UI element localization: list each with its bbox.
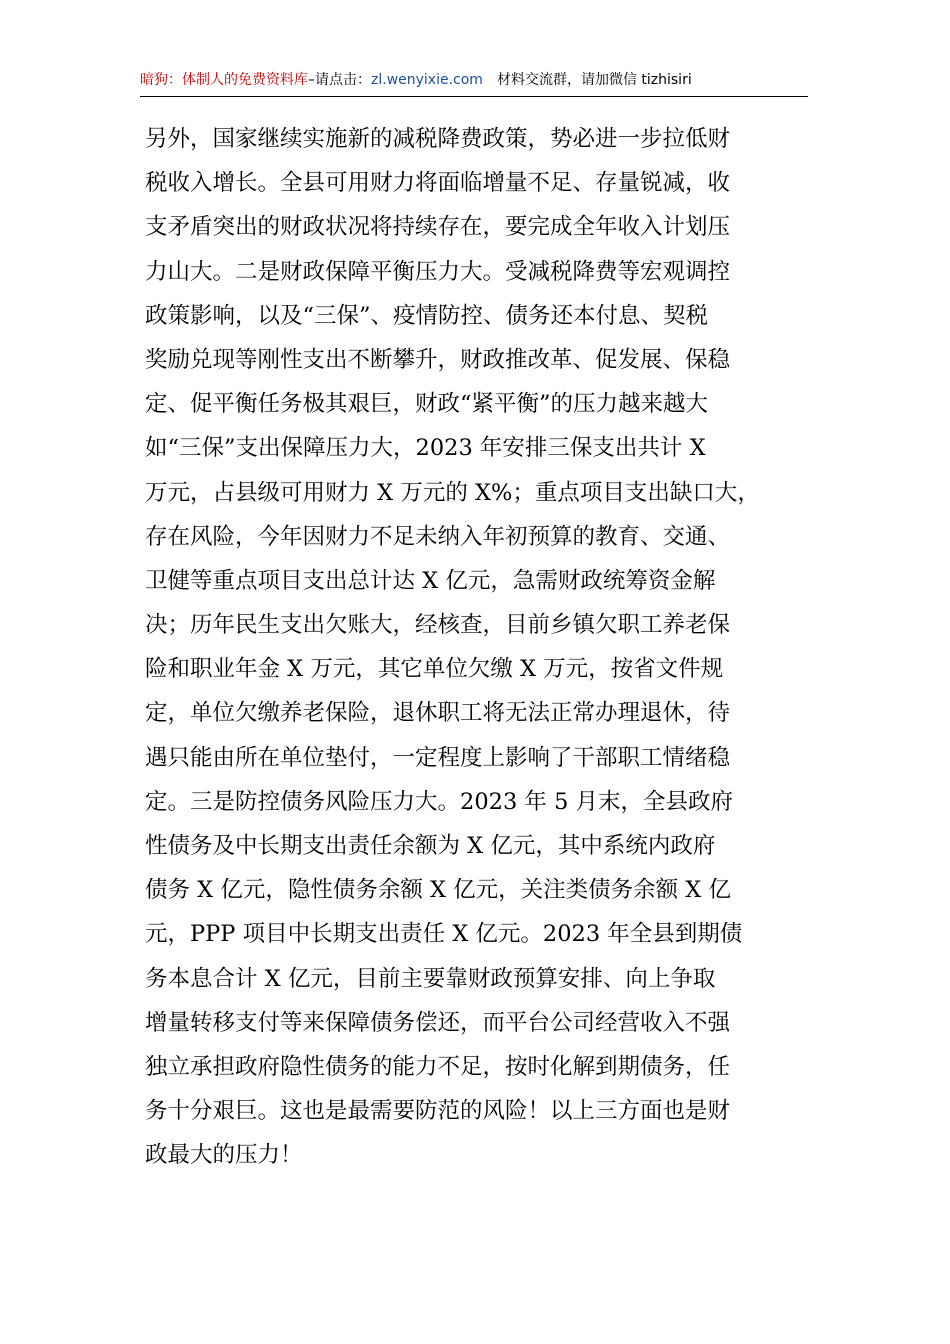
paragraph-line: 性债务及中长期支出责任余额为 X 亿元，其中系统内政府 xyxy=(145,833,716,859)
paragraph-line: 定。三是防控债务风险压力大。2023 年 5 月末，全县政府 xyxy=(145,788,734,815)
paragraph-line: 税收入增长。全县可用财力将面临增量不足、存量锐减，收 xyxy=(145,170,731,197)
paragraph-line: 决；历年民生支出欠账大，经核查，目前乡镇欠职工养老保 xyxy=(145,612,731,639)
header-separator: –请点击： xyxy=(308,72,371,88)
paragraph-line: 卫健等重点项目支出总计达 X 亿元，急需财政统筹资金解 xyxy=(145,567,716,594)
paragraph-line: 如“三保”支出保障压力大，2023 年安排三保支出共计 X xyxy=(145,435,706,462)
paragraph-line: 定，单位欠缴养老保险，退休职工将无法正常办理退休，待 xyxy=(145,700,731,727)
paragraph-line: 险和职业年金 X 万元，其它单位欠缴 X 万元，按省文件规 xyxy=(145,656,724,683)
header-link[interactable]: zl.wenyixie.com xyxy=(371,72,483,88)
paragraph-line: 万元，占县级可用财力 X 万元的 X%；重点项目支出缺口大， xyxy=(145,479,760,506)
paragraph-line: 增量转移支付等来保障债务偿还，而平台公司经营收入不强 xyxy=(145,1009,731,1036)
paragraph-line: 务十分艰巨。这也是最需要防范的风险！以上三方面也是财 xyxy=(145,1098,731,1125)
paragraph-line: 定、促平衡任务极其艰巨，财政“紧平衡”的压力越来越大 xyxy=(145,391,709,418)
paragraph-line: 奖励兑现等刚性支出不断攀升，财政推改革、促发展、保稳 xyxy=(145,346,731,373)
paragraph-line: 元，PPP 项目中长期支出责任 X 亿元。2023 年全县到期债 xyxy=(145,921,743,948)
page-header xyxy=(140,68,808,97)
paragraph-line: 债务 X 亿元，隐性债务余额 X 亿元，关注类债务余额 X 亿 xyxy=(145,877,731,904)
paragraph-line: 支矛盾突出的财政状况将持续存在，要完成全年收入计划压 xyxy=(145,214,731,241)
paragraph-line: 力山大。二是财政保障平衡压力大。受减税降费等宏观调控 xyxy=(145,258,731,285)
paragraph-line: 独立承担政府隐性债务的能力不足，按时化解到期债务，任 xyxy=(145,1053,731,1080)
document-body xyxy=(145,117,817,1178)
paragraph-line: 务本息合计 X 亿元，目前主要靠财政预算安排、向上争取 xyxy=(145,965,716,992)
paragraph-line: 另外，国家继续实施新的减税降费政策，势必进一步拉低财 xyxy=(145,126,731,152)
header-contact: 材料交流群，请加微信 tizhisiri xyxy=(496,72,692,88)
paragraph-line: 存在风险，今年因财力不足未纳入年初预算的教育、交通、 xyxy=(145,523,731,550)
paragraph-line: 遇只能由所在单位垫付，一定程度上影响了干部职工情绪稳 xyxy=(145,744,731,771)
paragraph-line: 政最大的压力！ xyxy=(145,1142,303,1169)
header-brand: 暗狗：体制人的免费资料库 xyxy=(140,72,308,88)
paragraph-line: 政策影响，以及“三保”、疫情防控、债务还本付息、契税 xyxy=(145,302,709,329)
